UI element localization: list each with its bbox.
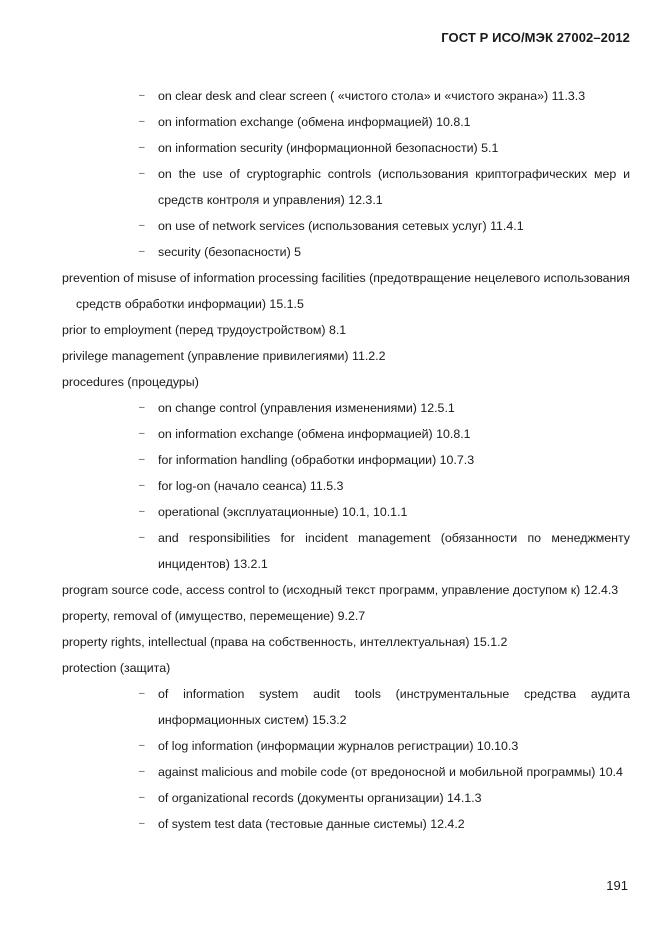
index-subentry bbox=[62, 473, 630, 499]
entry-text: program source code, access control to (исходный текст программ, управление доступом к) 12.4.3 bbox=[62, 583, 619, 597]
entry-text: and responsibilities for incident management (обязанности по менеджменту инцидентов) 13.2.1 bbox=[158, 531, 630, 571]
dash-marker: – bbox=[139, 220, 145, 231]
index-entry bbox=[62, 629, 630, 655]
index-subentry bbox=[62, 109, 630, 135]
dash-marker: – bbox=[139, 246, 145, 257]
dash-marker: – bbox=[139, 688, 145, 699]
entry-text: prior to employment (перед трудоустройством) 8.1 bbox=[62, 323, 347, 337]
index-subentry bbox=[62, 681, 630, 733]
entry-text: procedures (процедуры) bbox=[62, 375, 199, 389]
index-subentry bbox=[62, 135, 630, 161]
entry-text: security (безопасности) 5 bbox=[158, 245, 302, 259]
dash-marker: – bbox=[139, 740, 145, 751]
index-subentry bbox=[62, 499, 630, 525]
index-subentry bbox=[62, 83, 630, 109]
index-entry bbox=[62, 603, 630, 629]
index-entry bbox=[62, 265, 630, 317]
entry-text: of information system audit tools (инструментальные средства аудита информационных систем) 15.3.2 bbox=[158, 687, 630, 727]
entry-text: on information exchange (обмена информацией) 10.8.1 bbox=[158, 115, 471, 129]
entry-text: of log information (информации журналов регистрации) 10.10.3 bbox=[158, 739, 519, 753]
page-number: 191 bbox=[606, 878, 628, 893]
dash-marker: – bbox=[139, 428, 145, 439]
index-subentry bbox=[62, 161, 630, 213]
dash-marker: – bbox=[139, 506, 145, 517]
index-subentry bbox=[62, 447, 630, 473]
entry-text: on clear desk and clear screen ( «чистого стола» и «чистого экрана») 11.3.3 bbox=[158, 89, 586, 103]
entry-text: on information exchange (обмена информацией) 10.8.1 bbox=[158, 427, 471, 441]
dash-marker: – bbox=[139, 402, 145, 413]
index-subentry bbox=[62, 395, 630, 421]
entry-text: on change control (управления изменениями) 12.5.1 bbox=[158, 401, 455, 415]
dash-marker: – bbox=[139, 142, 145, 153]
dash-marker: – bbox=[139, 792, 145, 803]
entry-text: for log-on (начало сеанса) 11.5.3 bbox=[158, 479, 344, 493]
entry-text: on information security (информационной безопасности) 5.1 bbox=[158, 141, 499, 155]
index-subentry bbox=[62, 759, 630, 785]
entry-text: protection (защита) bbox=[62, 661, 171, 675]
index-subentry bbox=[62, 733, 630, 759]
index-subentry bbox=[62, 239, 630, 265]
document-header: ГОСТ Р ИСО/МЭК 27002–2012 bbox=[441, 30, 630, 45]
index-entry bbox=[62, 369, 630, 395]
index-subentry bbox=[62, 421, 630, 447]
index-subentry bbox=[62, 811, 630, 837]
dash-marker: – bbox=[139, 116, 145, 127]
dash-marker: – bbox=[139, 90, 145, 101]
dash-marker: – bbox=[139, 454, 145, 465]
entry-text: on use of network services (использования сетевых услуг) 11.4.1 bbox=[158, 219, 524, 233]
entry-text: of system test data (тестовые данные системы) 12.4.2 bbox=[158, 817, 465, 831]
entry-text: privilege management (управление привилегиями) 11.2.2 bbox=[62, 349, 386, 363]
entry-text: property, removal of (имущество, перемещение) 9.2.7 bbox=[62, 609, 366, 623]
index-subentry bbox=[62, 213, 630, 239]
entry-text: on the use of cryptographic controls (использования криптографических мер и средств контроля и управления) 12.3.1 bbox=[158, 167, 630, 207]
index-subentry bbox=[62, 785, 630, 811]
dash-marker: – bbox=[139, 480, 145, 491]
dash-marker: – bbox=[139, 168, 145, 179]
entry-text: of organizational records (документы организации) 14.1.3 bbox=[158, 791, 482, 805]
entry-text: prevention of misuse of information processing facilities (предотвращение нецелевого использования средств обработки информации) 15.1.5 bbox=[62, 271, 631, 311]
index-entry bbox=[62, 655, 630, 681]
entry-text: property rights, intellectual (права на собственность, интеллектуальная) 15.1.2 bbox=[62, 635, 508, 649]
entry-text: for information handling (обработки информации) 10.7.3 bbox=[158, 453, 475, 467]
index-entry bbox=[62, 317, 630, 343]
entry-text: against malicious and mobile code (от вредоносной и мобильной программы) 10.4 bbox=[158, 765, 623, 779]
entry-text: operational (эксплуатационные) 10.1, 10.1.1 bbox=[158, 505, 408, 519]
index-entry bbox=[62, 577, 630, 603]
index-subentry bbox=[62, 525, 630, 577]
dash-marker: – bbox=[139, 532, 145, 543]
dash-marker: – bbox=[139, 818, 145, 829]
dash-marker: – bbox=[139, 766, 145, 777]
index-list bbox=[62, 83, 630, 837]
index-entry bbox=[62, 343, 630, 369]
